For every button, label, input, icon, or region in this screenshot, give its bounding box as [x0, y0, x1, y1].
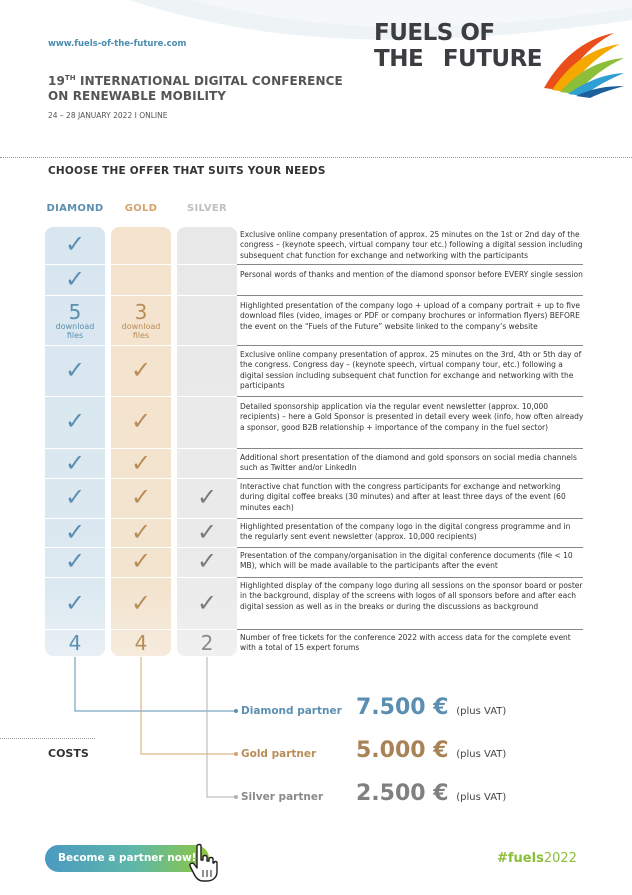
benefit-row-text: Number of free tickets for the conference 2022 with access data for the complete event with a total of 15 expert forums	[240, 633, 571, 653]
download-label: download	[121, 322, 161, 331]
gold-check-icon: ✓	[130, 356, 152, 384]
download-label: download	[55, 322, 95, 331]
benefit-row-text: Additional short presentation of the diamond and gold sponsors on social media channels such as Twitter and/or LinkedIn	[240, 453, 577, 473]
conference-title-line-2: ON RENEWABLE MOBILITY	[48, 89, 227, 103]
gold-check-icon: ✓	[130, 407, 152, 435]
benefit-row-text: Exclusive online company presentation of approx. 25 minutes on the 3rd, 4th or 5th day of the congress. Congress day – (keynote speech, virtual company tour, etc.) following a digital session including subsequent chat function for exchange and networking with the participants	[240, 350, 582, 391]
row-divider	[237, 345, 583, 346]
silver-partner-price	[356, 781, 506, 806]
hashtag-prefix: #fuels	[497, 851, 544, 866]
become-partner-button[interactable]: Become a partner now!	[45, 845, 209, 872]
silver-check-icon: ✓	[196, 518, 218, 546]
benefit-row-text: Highlighted display of the company logo during all sessions on the sponsor board or poster in the background, display of the screens with logos of all sponsors before and after each digital session as well as in the breaks or during the discussions as background	[240, 581, 583, 611]
diamond-check-icon: ✓	[64, 547, 86, 575]
row-divider	[237, 264, 583, 265]
gold-download-count	[111, 302, 171, 340]
silver-partner-label: Silver partner	[241, 791, 324, 803]
dotted-divider	[0, 738, 95, 739]
gold-check-icon: ✓	[130, 483, 152, 511]
plus-vat-note: (plus VAT)	[456, 749, 507, 760]
silver-check-icon: ✓	[196, 547, 218, 575]
conference-date: 24 – 28 JANUARY 2022 I ONLINE	[48, 111, 168, 120]
logo-line-2: FUTURE	[442, 46, 542, 72]
benefit-row-text: Interactive chat function with the congress participants for exchange and networking during digital coffee breaks (30 minutes) and after at least three days of the event (60 minutes each)	[240, 482, 566, 512]
row-divider	[237, 295, 583, 296]
diamond-partner-price	[356, 695, 506, 720]
diamond-download-count	[45, 302, 105, 340]
conference-ordinal: 19	[48, 74, 65, 88]
row-divider	[237, 577, 583, 578]
diamond-check-icon: ✓	[64, 483, 86, 511]
diamond-partner-label: Diamond partner	[241, 705, 342, 717]
benefit-row-text: Highlighted presentation of the company logo in the digital congress programme and in the regularly sent event newsletter (approx. 10,000 recipients)	[240, 522, 571, 542]
benefit-row-text: Detailed sponsorship application via the regular event newsletter (approx. 10,000 recipients) – here a Gold Sponsor is presented in detail every week (info, how often already a sponsor, good B2B relationship + importance of the company in the fuel sector)	[240, 402, 584, 432]
gold-partner-label: Gold partner	[241, 748, 317, 760]
column-header-silver: SILVER	[187, 203, 227, 214]
diamond-check-icon: ✓	[64, 407, 86, 435]
gold-check-icon: ✓	[130, 449, 152, 477]
gold-ticket-count: 4	[134, 631, 148, 655]
price-value: 7.500 €	[356, 695, 449, 720]
row-divider	[237, 478, 583, 479]
benefit-row-text: Highlighted presentation of the company logo + upload of a company portrait + up to five download files (video, images or PDF or company brochures or information flyers) BEFORE the event on the “Fuels of the Future” website linked to the company’s website	[240, 301, 580, 331]
silver-ticket-count: 2	[200, 631, 214, 655]
plus-vat-note: (plus VAT)	[456, 792, 507, 803]
silver-check-icon: ✓	[196, 483, 218, 511]
conference-title-line-1: INTERNATIONAL DIGITAL CONFERENCE	[75, 74, 343, 88]
gold-check-icon: ✓	[130, 547, 152, 575]
benefit-row-text: Exclusive online company presentation of approx. 25 minutes on the 1st or 2nd day of the congress – (keynote speech, virtual company tour etc.) following a digital session including subsequent chat function for exchange and networking with the participants	[240, 230, 583, 260]
costs-label: COSTS	[48, 747, 89, 760]
gold-check-icon: ✓	[130, 589, 152, 617]
conference-ordinal-suffix: TH	[64, 74, 76, 82]
row-divider	[237, 629, 583, 630]
diamond-check-icon: ✓	[64, 518, 86, 546]
logo-swoosh-icon	[534, 28, 624, 98]
diamond-ticket-count: 4	[68, 631, 82, 655]
diamond-download-number: 5	[68, 300, 82, 324]
gold-partner-price	[356, 738, 506, 763]
benefit-row-text: Personal words of thanks and mention of the diamond sponsor before EVERY single session	[240, 270, 583, 279]
diamond-check-icon: ✓	[64, 265, 86, 293]
dotted-divider	[0, 157, 632, 158]
files-label: files	[66, 331, 84, 340]
column-header-gold: GOLD	[124, 203, 158, 214]
row-divider	[237, 396, 583, 397]
diamond-check-icon: ✓	[64, 449, 86, 477]
gold-check-icon: ✓	[130, 518, 152, 546]
files-label: files	[132, 331, 150, 340]
conference-title	[48, 71, 343, 104]
hashtag[interactable]	[497, 851, 577, 866]
offer-section-title: CHOOSE THE OFFER THAT SUITS YOUR NEEDS	[48, 165, 326, 177]
diamond-check-icon: ✓	[64, 589, 86, 617]
benefit-row-text: Presentation of the company/organisation in the digital conference documents (file < 10 MB), which will be made available to the participants after the event	[240, 551, 573, 571]
silver-check-icon: ✓	[196, 589, 218, 617]
logo-line-1: FUELS OF THE	[374, 20, 495, 72]
price-value: 5.000 €	[356, 738, 449, 763]
price-value: 2.500 €	[356, 781, 449, 806]
plus-vat-note: (plus VAT)	[456, 706, 507, 717]
diamond-check-icon: ✓	[64, 230, 86, 258]
hand-pointer-icon	[188, 843, 218, 883]
row-divider	[237, 518, 583, 519]
row-divider	[237, 547, 583, 548]
fuels-of-the-future-logo	[374, 18, 624, 100]
diamond-check-icon: ✓	[64, 356, 86, 384]
column-header-diamond: DIAMOND	[46, 203, 104, 214]
row-divider	[237, 448, 583, 449]
hashtag-year: 2022	[543, 851, 577, 866]
gold-download-number: 3	[134, 300, 148, 324]
website-url[interactable]: www.fuels-of-the-future.com	[48, 39, 187, 49]
